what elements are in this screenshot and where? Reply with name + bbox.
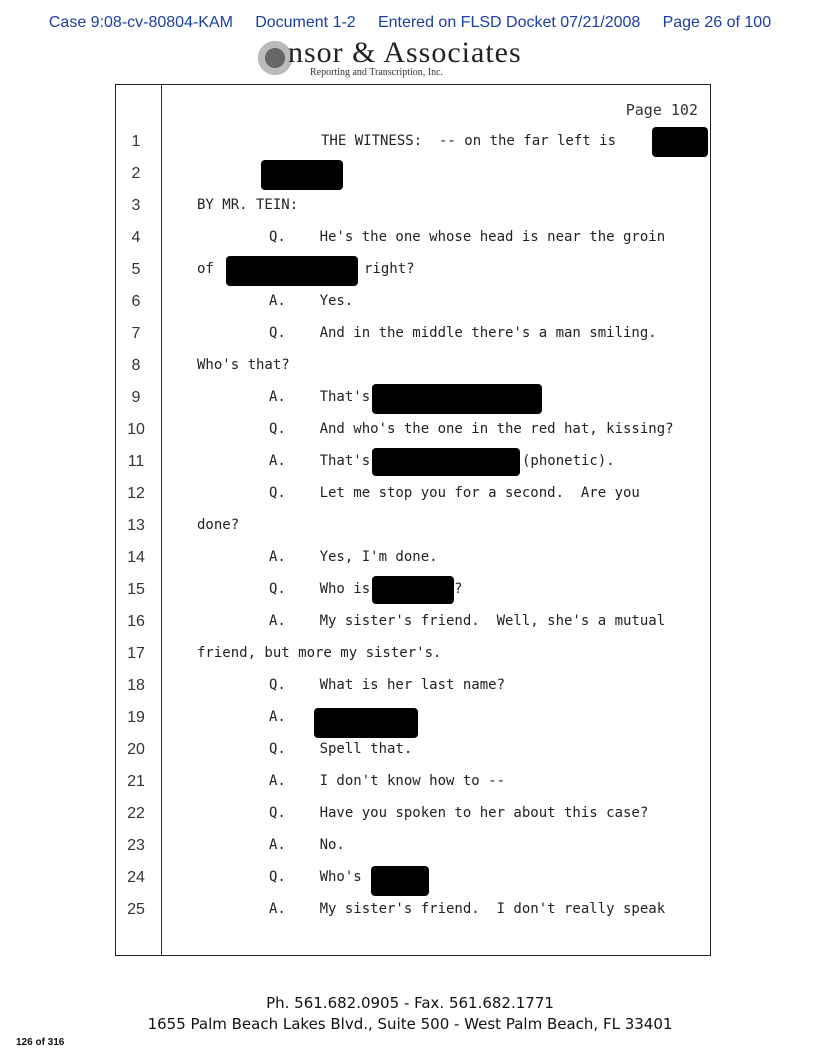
line-text: Q. Who is [269, 581, 371, 597]
line-number: 12 [127, 485, 145, 502]
line-text: of [197, 261, 214, 277]
court-header [0, 14, 820, 32]
footer-address: 1655 Palm Beach Lakes Blvd., Suite 500 - West Palm Beach, FL 33401 [147, 1015, 673, 1033]
transcript-line [116, 798, 710, 830]
line-text: Q. And who's the one in the red hat, kissing? [269, 421, 674, 437]
line-number: 9 [131, 389, 141, 406]
line-text: Q. Let me stop you for a second. Are you [269, 485, 640, 501]
transcript-page-number: Page 102 [625, 101, 698, 119]
footer-contact [0, 993, 820, 1035]
company-logo [255, 38, 565, 82]
line-number: 5 [131, 261, 141, 278]
transcript-line [116, 414, 710, 446]
line-number: 24 [127, 869, 145, 886]
document-number: Document 1-2 [255, 14, 356, 31]
page-count: Page 26 of 100 [662, 14, 772, 31]
line-text: BY MR. TEIN: [197, 197, 299, 213]
line-number: 7 [131, 325, 141, 342]
redaction-block [372, 448, 520, 476]
transcript-line [116, 734, 710, 766]
redaction-block [226, 256, 358, 286]
transcript-line [116, 382, 710, 414]
line-text: done? [197, 517, 240, 533]
line-number: 20 [127, 741, 145, 758]
transcript-line [116, 350, 710, 382]
transcript-line [116, 574, 710, 606]
transcript-line [116, 894, 710, 926]
line-text: Q. Have you spoken to her about this case? [269, 805, 649, 821]
transcript-line [116, 510, 710, 542]
line-number: 19 [127, 709, 145, 726]
logo-subtitle: Reporting and Transcription, Inc. [310, 67, 444, 78]
line-text: A. My sister's friend. I don't really speak [269, 901, 666, 917]
transcript-line [116, 606, 710, 638]
line-number: 8 [131, 357, 141, 374]
redaction-block [652, 127, 708, 157]
line-text: THE WITNESS: -- on the far left is [321, 133, 617, 149]
logo-name: nsor & Associates [288, 36, 522, 69]
docket-entry: Entered on FLSD Docket 07/21/2008 [377, 14, 641, 31]
line-number: 14 [127, 549, 145, 566]
line-number: 22 [127, 805, 145, 822]
line-number: 10 [127, 421, 145, 438]
line-text: A. That's [269, 389, 371, 405]
case-number: Case 9:08-cv-80804-KAM [48, 14, 233, 31]
transcript-line [116, 190, 710, 222]
line-number: 21 [127, 773, 145, 790]
line-text: Who's that? [197, 357, 290, 373]
line-text-continued: right? [364, 261, 415, 277]
bates-page-count: 126 of 316 [16, 1037, 65, 1048]
transcript-line [116, 702, 710, 734]
line-number: 13 [127, 517, 145, 534]
transcript-line [116, 478, 710, 510]
line-text-continued: ? [454, 581, 463, 597]
transcript-line [116, 542, 710, 574]
redaction-block [371, 866, 429, 896]
line-number: 25 [127, 901, 145, 918]
transcript-line [116, 222, 710, 254]
transcript-line [116, 286, 710, 318]
line-text: A. That's [269, 453, 371, 469]
line-number: 3 [131, 197, 141, 214]
redaction-block [372, 576, 454, 604]
line-text: Q. Who's [269, 869, 362, 885]
line-number: 23 [127, 837, 145, 854]
line-number: 2 [131, 165, 141, 182]
transcript-line [116, 446, 710, 478]
line-number: 18 [127, 677, 145, 694]
transcript-line [116, 254, 710, 286]
transcript-page [115, 84, 711, 956]
line-text-continued: (phonetic). [522, 453, 615, 469]
line-text: A. Yes. [269, 293, 354, 309]
transcript-line [116, 862, 710, 894]
line-number: 6 [131, 293, 141, 310]
line-text: A. I don't know how to -- [269, 773, 506, 789]
redaction-block [372, 384, 542, 414]
transcript-line [116, 318, 710, 350]
line-text: friend, but more my sister's. [197, 645, 442, 661]
transcript-line [116, 638, 710, 670]
line-number: 11 [127, 453, 145, 470]
line-text: A. My sister's friend. Well, she's a mutual [269, 613, 666, 629]
line-text: Q. And in the middle there's a man smiling. [269, 325, 657, 341]
line-number: 4 [131, 229, 141, 246]
line-number: 1 [131, 133, 141, 150]
line-text: Q. Spell that. [269, 741, 413, 757]
line-text: A. Yes, I'm done. [269, 549, 438, 565]
transcript-line [116, 830, 710, 862]
line-text: Q. What is her last name? [269, 677, 506, 693]
footer-phone-fax: Ph. 561.682.0905 - Fax. 561.682.1771 [266, 994, 554, 1012]
transcript-line [116, 158, 710, 190]
line-number: 16 [127, 613, 145, 630]
transcript-line [116, 126, 710, 158]
line-number: 15 [127, 581, 145, 598]
transcript-line [116, 766, 710, 798]
line-text: Q. He's the one whose head is near the groin [269, 229, 666, 245]
transcript-line [116, 670, 710, 702]
line-text: A. No. [269, 837, 345, 853]
redaction-block [261, 160, 343, 190]
line-number: 17 [127, 645, 145, 662]
line-text: A. [269, 709, 286, 725]
